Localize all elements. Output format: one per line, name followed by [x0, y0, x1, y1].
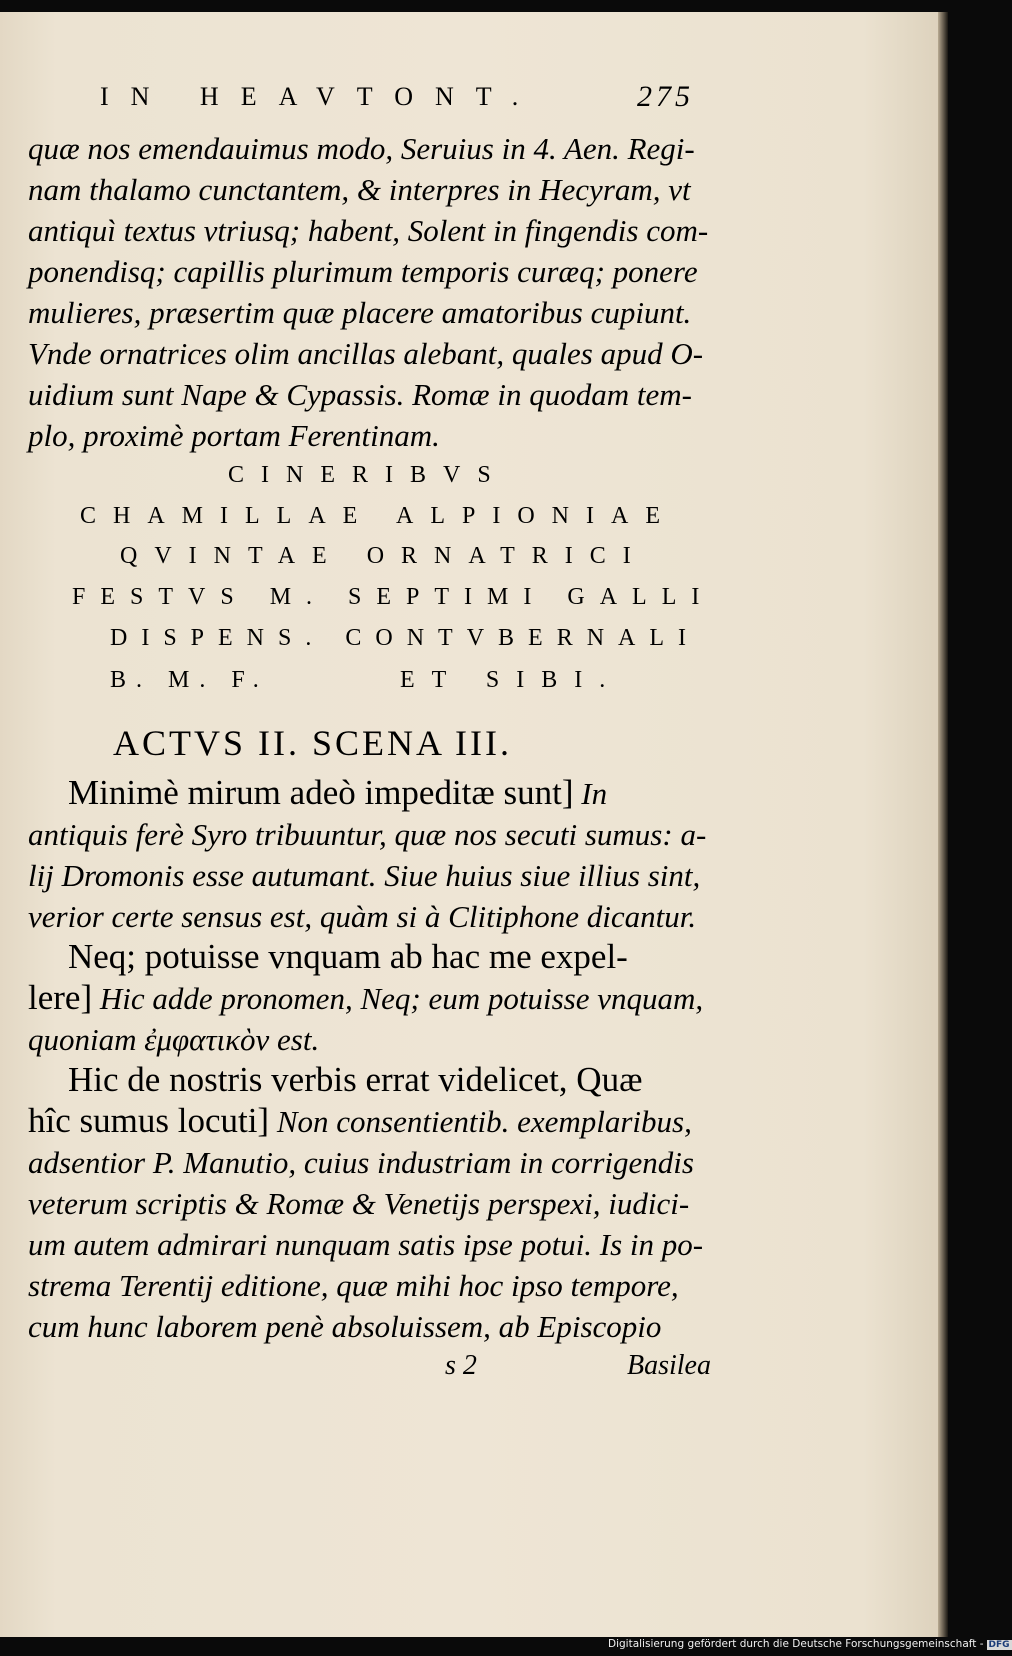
dfg-logo: DFG: [988, 1640, 1010, 1650]
lemma-text: lere]: [28, 978, 93, 1017]
running-head: IN HEAVTONT.: [100, 82, 541, 111]
lemma-line: Neq; potuisse vnquam ab hac me expel-: [68, 937, 628, 976]
lemma-minime-mirum: [28, 772, 728, 937]
inscription-line-4: FESTVS M. SEPTIMI GALLI: [72, 584, 715, 610]
text-line: nam thalamo cunctantem, & interpres in Hecyram, vt: [28, 172, 691, 207]
comment-line: quoniam ἐμφατικὸν est.: [28, 1022, 320, 1057]
inscription-line-1: CINERIBVS: [228, 462, 508, 488]
comment-text: Non consentientib. exemplaribus,: [269, 1104, 692, 1139]
text-line: uidium sunt Nape & Cypassis. Romæ in quodam tem-: [28, 377, 692, 412]
comment-line: adsentior P. Manutio, cuius industriam in corrigendis: [28, 1145, 694, 1180]
comment-line: verior certe sensus est, quàm si à Clitiphone dicantur.: [28, 899, 697, 934]
comment-text: Hic adde pronomen, Neq; eum potuisse vnquam,: [92, 981, 704, 1016]
text-line: plo, proximè portam Ferentinam.: [28, 418, 440, 453]
inscription-line-3: QVINTAE ORNATRICI: [120, 543, 648, 569]
lemma-text: hîc sumus locuti]: [28, 1101, 270, 1140]
catchword: Basilea: [627, 1350, 711, 1381]
page-number: 275: [637, 80, 694, 113]
text-line: antiquì textus vtriusq; habent, Solent in fingendis com-: [28, 213, 709, 248]
text-line: mulieres, præsertim quæ placere amatoribus cupiunt.: [28, 295, 692, 330]
inscription-line-2: CHAMILLAE ALPIONIAE: [80, 503, 677, 529]
comment-line: lij Dromonis esse autumant. Siue huius siue illius sint,: [28, 858, 701, 893]
inscription-line-6-left: B. M. F.: [110, 667, 269, 693]
lemma-hic-de-nostris: [28, 1059, 728, 1347]
comment-line: strema Terentij editione, quæ mihi hoc ipso tempore,: [28, 1268, 679, 1303]
comment-line: um autem admirari nunquam satis ipse potui. Is in po-: [28, 1227, 704, 1262]
text-line: [28, 977, 728, 1019]
credit-text: Digitalisierung gefördert durch die Deutsche Forschungsgemeinschaft -: [608, 1638, 984, 1650]
page-edge-shadow: [938, 12, 948, 1637]
lemma-text: Minimè mirum adeò impeditæ sunt]: [68, 773, 574, 812]
digitization-credit: [608, 1638, 1012, 1650]
text-line: [28, 772, 728, 814]
signature-mark: s 2: [445, 1350, 477, 1381]
lemma-neque-potuisse: [28, 936, 728, 1060]
comment-text: In: [573, 776, 608, 811]
text-line: quæ nos emendauimus modo, Seruius in 4. Aen. Regi-: [28, 131, 695, 166]
text-line: [28, 1100, 728, 1142]
comment-line: veterum scriptis & Romæ & Venetijs perspexi, iudici-: [28, 1186, 690, 1221]
text-line: Vnde ornatrices olim ancillas alebant, quales apud O-: [28, 336, 704, 371]
text-line: ponendisq; capillis plurimum temporis curæq; ponere: [28, 254, 698, 289]
paragraph-ornatrices: [28, 128, 728, 456]
lemma-line: Hic de nostris verbis errat videlicet, Quæ: [68, 1060, 643, 1099]
inscription-line-6-right: ET SIBI.: [400, 667, 623, 693]
act-scene-heading: ACTVS II. SCENA III.: [113, 723, 512, 763]
inscription-line-5: DISPENS. CONTVBERNALI: [110, 625, 701, 651]
comment-line: cum hunc laborem penè absoluissem, ab Episcopio: [28, 1309, 662, 1344]
comment-line: antiquis ferè Syro tribuuntur, quæ nos secuti sumus: a-: [28, 817, 707, 852]
